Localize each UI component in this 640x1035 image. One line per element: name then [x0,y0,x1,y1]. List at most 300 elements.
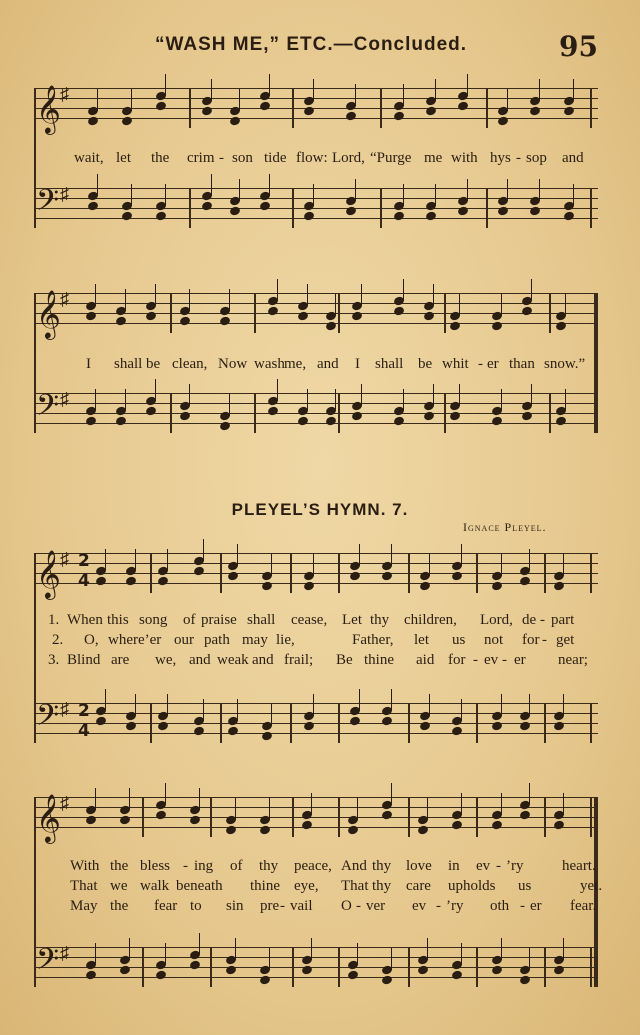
note-head [115,316,127,327]
barline [150,553,152,593]
lyric-syllable: eye, [294,878,319,894]
note-stem [307,284,308,306]
lyric-syllable: for [522,632,540,648]
lyric-syllable: and [189,652,211,668]
note-chord [202,188,216,238]
note-head [555,416,567,427]
note-head [201,106,213,117]
note-stem [131,89,132,111]
note-stem [565,389,566,411]
note-chord [180,393,194,443]
key-signature-sharp-icon: ♯ [60,699,69,719]
note-stem [271,554,272,576]
lyric-syllable: ev [412,898,427,914]
composer-credit: Ignace Pleyel. [463,520,547,534]
note-head [349,716,361,727]
note-stem [335,389,336,411]
note-stem [313,184,314,206]
note-chord [126,553,140,603]
lyric-syllable: me, [284,356,307,372]
note-chord [158,553,172,603]
note-head [349,571,361,582]
note-stem [167,549,168,571]
note-chord [492,393,506,443]
note-head [417,825,429,836]
note-stem [563,938,564,960]
lyric-syllable: cease, [291,612,328,628]
note-head [87,201,99,212]
note-head [115,416,127,427]
note-head [189,960,201,971]
lyric-syllable: and [317,356,339,372]
lyric-syllable: ’ry [506,858,524,874]
lyric-syllable: - [516,150,521,166]
note-head [259,101,271,112]
lyric-syllable: ev [484,652,499,668]
note-chord [382,553,396,603]
note-stem [129,788,130,810]
barline [380,88,382,128]
barline [590,88,592,128]
note-chord [348,947,362,997]
note-head [417,965,429,976]
note-stem [501,294,502,316]
note-head [85,815,97,826]
lyric-syllable: - [478,356,483,372]
lyric-syllable: er [487,356,499,372]
lyric-syllable: wait, [74,150,104,166]
bass-clef-icon: 𝄢 [36,389,60,429]
lyric-syllable: upholds [448,878,496,894]
note-chord [304,703,318,753]
note-stem [427,798,428,820]
treble-staff [34,549,598,598]
note-head [449,321,461,332]
lyric-syllable: of [183,612,196,628]
barline [189,188,191,228]
note-stem [501,694,502,716]
bass-staff [34,184,598,228]
barline [476,703,478,743]
lyric-syllable: not [484,632,504,648]
note-chord [452,947,466,997]
note-stem [507,89,508,111]
note-chord [492,797,506,847]
note-stem [311,793,312,815]
lyric-syllable: - [540,612,545,628]
note-stem [501,554,502,576]
note-stem [357,798,358,820]
time-signature: 2 4 [78,551,90,591]
lyric-syllable: vail [290,898,313,914]
lyric-syllable: walk [140,878,170,894]
running-title: “WASH ME,” ETC.—Concluded. [155,34,468,55]
treble-staff [34,84,598,133]
note-head [155,810,167,821]
note-chord [146,293,160,343]
note-stem [461,943,462,965]
note-chord [346,188,360,238]
barline [189,88,191,128]
key-signature-sharp-icon: ♯ [60,84,69,104]
note-chord [394,188,408,238]
note-chord [302,947,316,997]
note-chord [116,293,130,343]
note-head [521,411,533,422]
lyric-syllable: O, [84,632,99,648]
note-stem [203,539,204,561]
barline [408,947,410,987]
note-chord [304,553,318,603]
note-chord [122,188,136,238]
treble-clef-icon: 𝄞 [36,292,61,338]
note-head [563,106,575,117]
note-head [519,810,531,821]
note-chord [348,797,362,847]
note-chord [304,88,318,138]
lyric-syllable: the [151,150,170,166]
lyric-syllable: thine [250,878,280,894]
note-stem [165,943,166,965]
treble-clef-icon: 𝄞 [36,796,61,842]
note-stem [97,89,98,111]
note-head [301,965,313,976]
note-head [85,311,97,322]
note-stem [203,699,204,721]
note-head [259,825,271,836]
note-head [267,306,279,317]
note-chord [350,553,364,603]
note-stem [361,284,362,306]
note-head [491,965,503,976]
note-head [451,820,463,831]
key-signature-sharp-icon: ♯ [60,389,69,409]
lyric-syllable: this [107,612,129,628]
note-stem [501,938,502,960]
note-head [303,721,315,732]
lyric-syllable: fear [154,898,178,914]
note-stem [529,694,530,716]
lyric-syllable: be [146,356,161,372]
note-head [85,970,97,981]
note-chord [156,947,170,997]
barline [590,188,592,228]
barline [292,947,294,987]
note-chord [156,797,170,847]
lyric-syllable: in [448,858,460,874]
note-chord [262,553,276,603]
note-stem [429,554,430,576]
barline [544,797,546,837]
page-header [0,30,640,64]
note-chord [220,393,234,443]
note-stem [563,554,564,576]
note-head [423,311,435,322]
note-stem [199,788,200,810]
note-stem [435,184,436,206]
lyric-syllable: and [562,150,584,166]
lyric-syllable: the [110,898,129,914]
lyric-syllable: - [502,652,507,668]
note-head [491,321,503,332]
barline [338,553,340,593]
barline [408,553,410,593]
note-chord [394,88,408,138]
lyric-syllable: may [242,632,268,648]
page-number: 95 [559,30,598,63]
note-chord [298,293,312,343]
note-stem [435,79,436,101]
note-stem [95,788,96,810]
lyric-syllable: 1. [48,612,60,628]
lyric-syllable: er [530,898,542,914]
note-stem [403,279,404,301]
barline [486,188,488,228]
lyric-syllable: snow.” [544,356,586,372]
barline [380,188,382,228]
note-chord [522,393,536,443]
note-chord [228,553,242,603]
note-chord [418,947,432,997]
note-head [451,726,463,737]
note-head [553,721,565,732]
barline [549,293,551,333]
barline [290,703,292,743]
note-head [189,815,201,826]
note-stem [501,389,502,411]
note-chord [520,703,534,753]
note-head [157,576,169,587]
lyric-syllable: Lord, [480,612,513,628]
note-chord [156,188,170,238]
barline [170,393,172,433]
note-chord [554,703,568,753]
note-head [521,306,533,317]
note-chord [260,797,274,847]
note-chord [420,553,434,603]
note-chord [458,88,472,138]
lyric-syllable: - [542,632,547,648]
note-stem [459,294,460,316]
note-chord [452,553,466,603]
note-head [451,571,463,582]
note-chord [86,293,100,343]
lyric-syllable: Blind [67,652,101,668]
note-stem [529,948,530,970]
lyric-syllable: Father, [352,632,394,648]
note-head [347,825,359,836]
note-stem [539,79,540,101]
note-stem [165,184,166,206]
barline [486,88,488,128]
note-stem [563,793,564,815]
note-chord [498,188,512,238]
note-head [419,581,431,592]
note-stem [269,74,270,96]
note-head [423,411,435,422]
note-head [297,311,309,322]
note-stem [131,184,132,206]
note-stem [125,389,126,411]
note-head [225,965,237,976]
treble-clef-icon: 𝄞 [36,552,61,598]
note-head [347,970,359,981]
note-head [425,211,437,222]
lyric-syllable: love [406,858,432,874]
note-chord [346,88,360,138]
note-stem [313,694,314,716]
note-stem [427,938,428,960]
lyric-syllable: with [451,150,478,166]
lyric-syllable: me [424,150,443,166]
lyric-syllable: shall [247,612,276,628]
note-head [267,406,279,417]
note-chord [530,88,544,138]
note-chord [126,703,140,753]
note-stem [211,174,212,196]
note-head [259,201,271,212]
note-head [425,106,437,117]
note-stem [563,694,564,716]
note-stem [271,704,272,726]
barline [590,947,592,987]
bass-staff [34,389,598,433]
note-chord [458,188,472,238]
lyric-syllable: crim [187,150,215,166]
lyric-syllable: for [448,652,466,668]
barline [476,553,478,593]
lyric-syllable: we [110,878,128,894]
barline [220,553,222,593]
note-head [351,411,363,422]
note-head [193,726,205,737]
note-head [381,975,393,986]
lyric-syllable: thy [370,612,390,628]
note-head [345,206,357,217]
note-head [519,576,531,587]
note-head [381,716,393,727]
note-chord [498,88,512,138]
lyric-syllable: thy [372,858,392,874]
lyric-syllable: Lord, [332,150,365,166]
note-stem [97,174,98,196]
note-stem [155,379,156,401]
note-head [193,566,205,577]
note-head [529,106,541,117]
note-head [119,965,131,976]
lyric-syllable: whit [442,356,469,372]
note-head [393,306,405,317]
barline [290,553,292,593]
note-chord [228,703,242,753]
note-head [219,316,231,327]
barline [544,703,546,743]
note-chord [556,293,570,343]
note-chord [180,293,194,343]
note-stem [95,284,96,306]
note-stem [403,389,404,411]
note-stem [391,783,392,805]
note-chord [260,188,274,238]
lyric-syllable: thy [259,858,279,874]
system-bracket [34,553,36,743]
note-chord [298,393,312,443]
note-chord [230,188,244,238]
note-stem [531,384,532,406]
note-chord [194,553,208,603]
lyric-syllable: - [219,150,224,166]
note-stem [565,294,566,316]
lyric-syllable: Let [342,612,362,628]
note-head [155,211,167,222]
note-chord [564,188,578,238]
note-chord [492,703,506,753]
note-head [491,721,503,732]
note-chord [492,947,506,997]
note-head [491,581,503,592]
note-chord [194,703,208,753]
note-stem [391,948,392,970]
note-stem [391,544,392,566]
barline [544,553,546,593]
lyric-syllable: fear. [570,898,597,914]
lyric-syllable: thy [372,878,392,894]
lyric-syllable: us [452,632,466,648]
lyric-syllable: our [174,632,194,648]
barline [476,797,478,837]
barline [338,703,340,743]
note-chord [522,293,536,343]
note-chord [554,553,568,603]
note-stem [269,948,270,970]
note-stem [277,379,278,401]
note-chord [530,188,544,238]
barline [142,797,144,837]
lyric-syllable: That [341,878,369,894]
note-stem [165,783,166,805]
note-head [325,321,337,332]
treble-staff [34,289,598,338]
lyric-syllable: When [67,612,103,628]
note-chord [450,393,464,443]
lyric-syllable: hys [490,150,511,166]
note-stem [355,179,356,201]
note-head [491,820,503,831]
lyric-syllable: part [551,612,575,628]
treble-clef-icon: 𝄞 [36,87,61,133]
bass-staff [34,943,598,987]
note-chord [452,797,466,847]
lyric-syllable: sin [226,898,244,914]
note-head [497,116,509,127]
bass-clef-icon: 𝄢 [36,184,60,224]
note-chord [492,553,506,603]
note-chord [268,393,282,443]
note-head [229,116,241,127]
note-stem [189,289,190,311]
note-chord [350,703,364,753]
note-head [121,116,133,127]
lyric-syllable: tide [264,150,287,166]
note-stem [313,79,314,101]
note-head [419,721,431,732]
note-head [155,101,167,112]
lyric-syllable: 3. [48,652,60,668]
barline [549,393,551,433]
note-head [179,411,191,422]
note-stem [235,938,236,960]
note-head [229,206,241,217]
